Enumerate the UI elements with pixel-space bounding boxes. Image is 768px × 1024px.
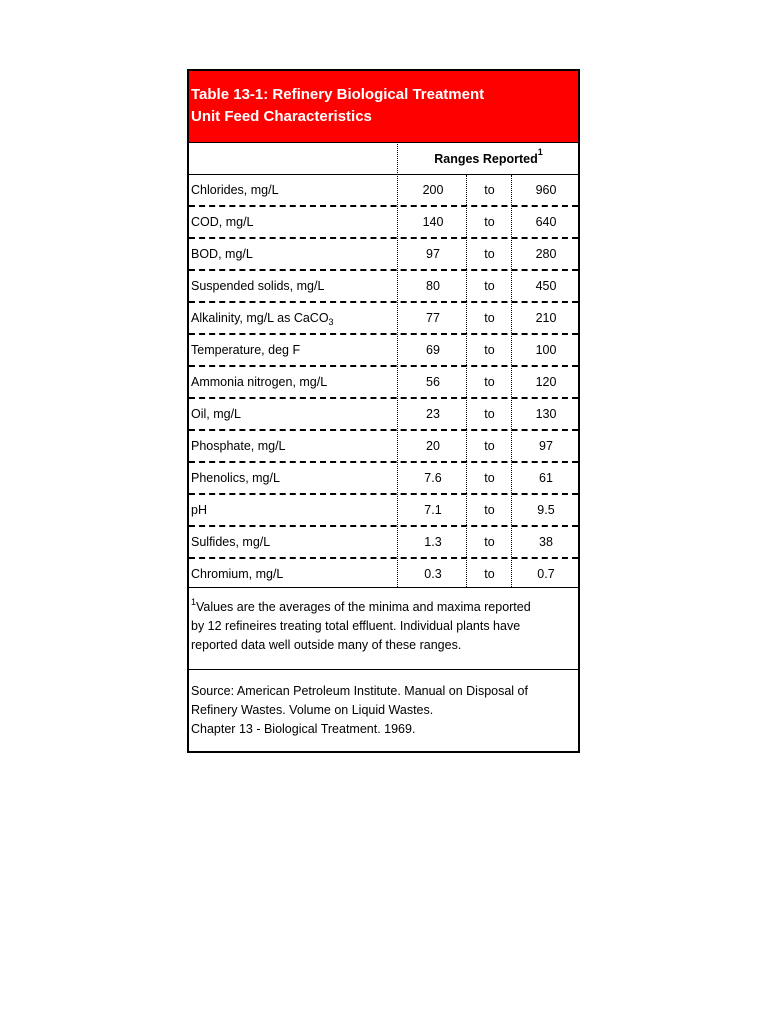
- row-label-text: Suspended solids, mg/L: [191, 279, 325, 293]
- row-label: [191, 559, 283, 589]
- row-label: [191, 175, 279, 205]
- range-min: 200: [422, 183, 444, 197]
- column-divider-max: [511, 175, 512, 587]
- range-max: 9.5: [537, 503, 555, 517]
- row-label: [191, 239, 253, 269]
- ranges-reported-label: Ranges Reported: [434, 152, 538, 166]
- range-max: 640: [535, 215, 557, 229]
- range-max: 960: [535, 183, 557, 197]
- range-separator: to: [484, 471, 495, 485]
- table-row: [189, 271, 578, 303]
- range-max: 280: [535, 247, 557, 261]
- table-row: [189, 463, 578, 495]
- range-max: 97: [539, 439, 553, 453]
- range-max: 38: [539, 535, 553, 549]
- table-row: [189, 303, 578, 335]
- footnote: [191, 598, 574, 655]
- table-row: [189, 239, 578, 271]
- footnote-marker: 1: [191, 597, 197, 607]
- range-min: 23: [426, 407, 440, 421]
- range-separator: to: [484, 343, 495, 357]
- ranges-reported-header: [399, 143, 578, 174]
- table-row: [189, 335, 578, 367]
- range-separator: to: [484, 247, 495, 261]
- source-line-1: Source: American Petroleum Institute. Manual on Disposal of: [191, 684, 528, 698]
- range-min: 7.1: [424, 503, 442, 517]
- row-label-text: Phenolics, mg/L: [191, 471, 280, 485]
- row-label: [191, 271, 324, 301]
- range-separator: to: [484, 407, 495, 421]
- range-min: 97: [426, 247, 440, 261]
- column-divider-min: [466, 175, 467, 587]
- row-label-text: Phosphate, mg/L: [191, 439, 286, 453]
- range-max: 100: [535, 343, 557, 357]
- range-min: 56: [426, 375, 440, 389]
- range-separator: to: [484, 215, 495, 229]
- range-max: 61: [539, 471, 553, 485]
- range-separator: to: [484, 535, 495, 549]
- range-min: 80: [426, 279, 440, 293]
- row-label-text: pH: [191, 503, 207, 517]
- table-row: [189, 431, 578, 463]
- range-min: 77: [426, 311, 440, 325]
- row-label-text: Sulfides, mg/L: [191, 535, 271, 549]
- row-label: [191, 303, 334, 333]
- row-label-text: Oil, mg/L: [191, 407, 242, 421]
- footnote-line-1: Values are the averages of the minima and maxima reported: [196, 600, 531, 614]
- row-label-text: Chlorides, mg/L: [191, 183, 279, 197]
- range-min: 7.6: [424, 471, 442, 485]
- row-label: [191, 495, 207, 525]
- range-separator: to: [484, 183, 495, 197]
- table-bottom-rule: [189, 587, 578, 588]
- range-separator: to: [484, 439, 495, 453]
- row-label: [191, 463, 280, 493]
- source-line-2: Refinery Wastes. Volume on Liquid Wastes.: [191, 703, 434, 717]
- range-separator: to: [484, 375, 495, 389]
- row-label-text: Temperature, deg F: [191, 343, 301, 357]
- row-label-text: BOD, mg/L: [191, 247, 253, 261]
- row-label-text: Chromium, mg/L: [191, 567, 284, 581]
- range-min: 1.3: [424, 535, 442, 549]
- range-max: 450: [535, 279, 557, 293]
- table-row: [189, 495, 578, 527]
- range-min: 20: [426, 439, 440, 453]
- row-label: [191, 399, 241, 429]
- table-header-row: [189, 142, 578, 175]
- range-max: 130: [535, 407, 557, 421]
- row-label: [191, 431, 286, 461]
- range-max: 120: [535, 375, 557, 389]
- range-min: 0.3: [424, 567, 442, 581]
- source-line-3: Chapter 13 - Biological Treatment. 1969.: [191, 722, 416, 736]
- range-min: 69: [426, 343, 440, 357]
- table-title-line-1: Table 13-1: Refinery Biological Treatment: [191, 86, 485, 103]
- table-row: [189, 367, 578, 399]
- row-label: [191, 335, 300, 365]
- range-separator: to: [484, 311, 495, 325]
- range-separator: to: [484, 503, 495, 517]
- range-min: 140: [422, 215, 444, 229]
- table-title: [189, 71, 578, 142]
- row-label-text: COD, mg/L: [191, 215, 254, 229]
- column-divider-label: [397, 144, 398, 587]
- table-row: [189, 207, 578, 239]
- source-citation: [191, 682, 574, 739]
- header-footnote-marker: 1: [537, 147, 543, 157]
- range-separator: to: [484, 279, 495, 293]
- table-row: [189, 175, 578, 207]
- footnote-rule: [189, 669, 578, 670]
- row-label: [191, 207, 254, 237]
- row-label: [191, 367, 327, 397]
- footnote-line-2: by 12 refineires treating total effluent. Individual plants have: [191, 619, 521, 633]
- row-label-subscript: 3: [328, 317, 334, 327]
- table-row: [189, 527, 578, 559]
- table-title-line-2: Unit Feed Characteristics: [191, 108, 372, 125]
- footnote-line-3: reported data well outside many of these ranges.: [191, 638, 462, 652]
- range-separator: to: [484, 567, 495, 581]
- table-row: [189, 399, 578, 431]
- range-max: 210: [535, 311, 557, 325]
- range-max: 0.7: [537, 567, 555, 581]
- data-table: [187, 69, 580, 753]
- row-label: [191, 527, 270, 557]
- row-label-text: Ammonia nitrogen, mg/L: [191, 375, 328, 389]
- row-label-text: Alkalinity, mg/L as CaCO: [191, 311, 329, 325]
